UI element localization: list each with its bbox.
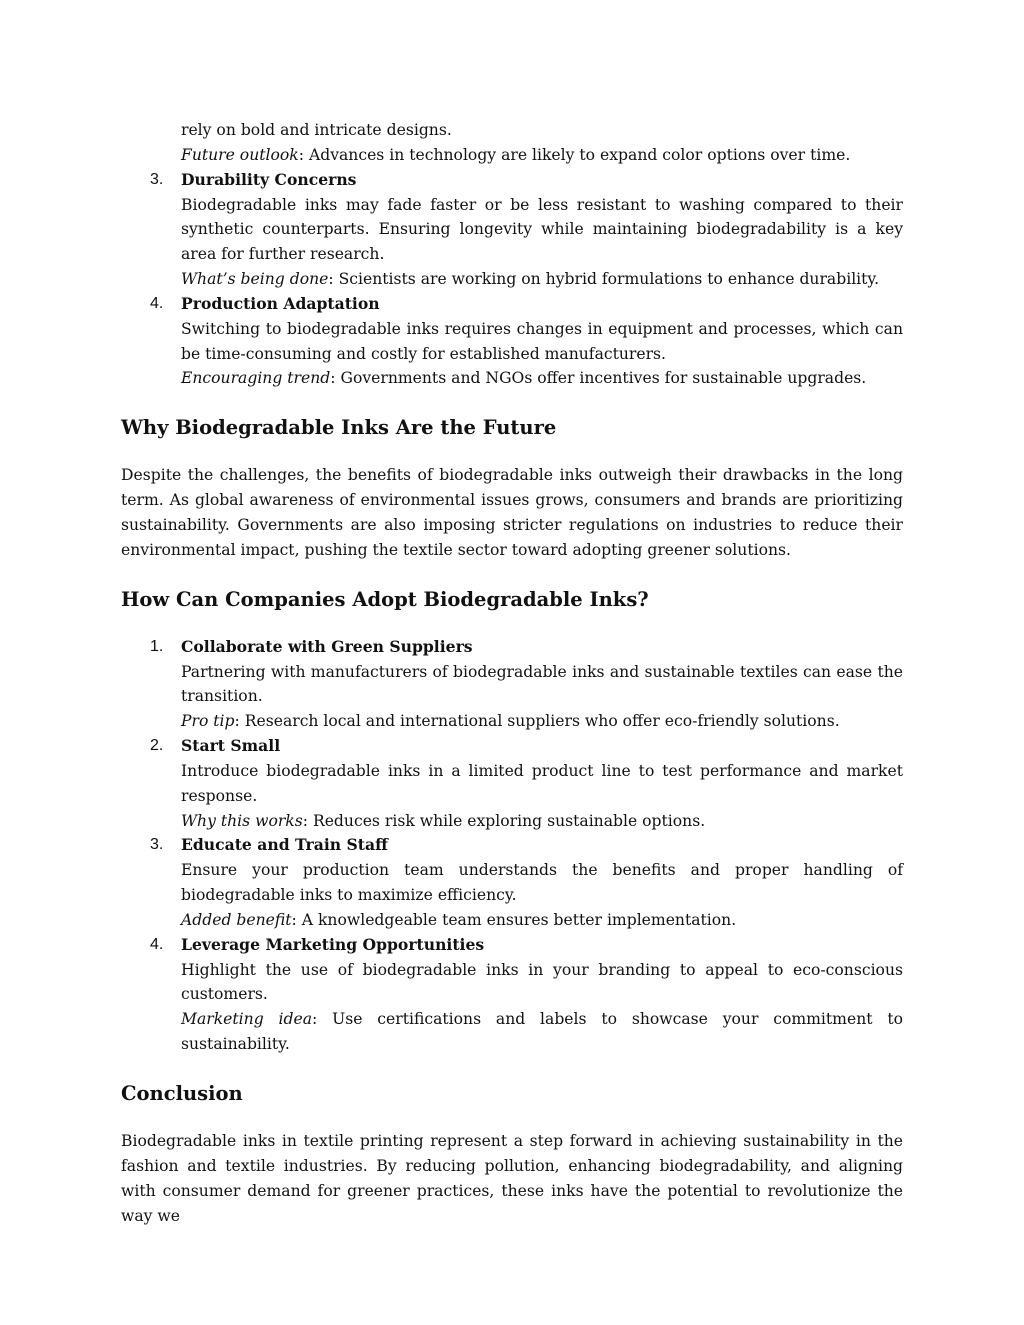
item-body: Highlight the use of biodegradable inks in your branding to appeal to eco-conscious customers. xyxy=(181,960,903,1004)
note-label: Marketing idea xyxy=(181,1010,312,1029)
list-item xyxy=(121,833,903,932)
note-text: : Governments and NGOs offer incentives for sustainable upgrades. xyxy=(330,369,867,388)
note-text: : Advances in technology are likely to expand color options over time. xyxy=(298,145,851,164)
item-note xyxy=(181,267,903,292)
note-label: Future outlook xyxy=(181,145,299,164)
list-number: 4. xyxy=(150,935,164,953)
note-text: : Use certifications and labels to showcase your commitment to sustainability. xyxy=(181,1010,903,1054)
note-text: : A knowledgeable team ensures better implementation. xyxy=(291,910,737,929)
list-number: 1. xyxy=(150,637,164,655)
item-body: Introduce biodegradable inks in a limited product line to test performance and market response. xyxy=(181,761,903,805)
note-label: Why this works xyxy=(181,811,303,830)
future-paragraph: Despite the challenges, the benefits of biodegradable inks outweigh their drawbacks in the long term. As global awareness of environmental issues grows, consumers and brands are prioritizing sustainability. Governments are also imposing stricter regulations on industries to reduce their environmental impact, pushing the textile sector toward adopting greener solutions. xyxy=(121,466,903,559)
list-item xyxy=(121,933,903,1057)
item-body: Biodegradable inks may fade faster or be less resistant to washing compared to their synthetic counterparts. Ensuring longevity while maintaining biodegradability is a key area for further research. xyxy=(181,195,903,264)
note-label: Pro tip xyxy=(181,712,235,731)
adopt-list xyxy=(121,635,903,1057)
note-label: Added benefit xyxy=(181,910,292,929)
challenges-list xyxy=(121,168,903,392)
item-title: Leverage Marketing Opportunities xyxy=(181,934,485,954)
conclusion-paragraph: Biodegradable inks in textile printing represent a step forward in achieving sustainability in the fashion and textile industries. By reducing pollution, enhancing biodegradability, and aligning with consumer demand for greener practices, these inks have the potential to revolutionize the way we xyxy=(121,1132,903,1225)
list-item xyxy=(121,635,903,734)
item-body: Ensure your production team understands the benefits and proper handling of biodegradable inks to maximize efficiency. xyxy=(181,861,903,905)
item-note xyxy=(181,908,903,933)
item-title: Educate and Train Staff xyxy=(181,835,388,855)
list-number: 2. xyxy=(150,737,164,755)
item-note xyxy=(181,366,903,391)
note-text: : Reduces risk while exploring sustainable options. xyxy=(302,811,706,830)
list-number: 3. xyxy=(150,836,164,854)
list-item xyxy=(121,168,903,292)
section-heading-conclusion: Conclusion xyxy=(121,1082,243,1105)
item-body: Switching to biodegradable inks requires changes in equipment and processes, which can be time-consuming and costly for established manufacturers. xyxy=(181,319,903,363)
continuation-line: rely on bold and intricate designs. xyxy=(181,121,452,139)
item-note xyxy=(181,809,903,834)
list-item xyxy=(121,292,903,391)
item-body: Partnering with manufacturers of biodegradable inks and sustainable textiles can ease the transition. xyxy=(181,662,903,706)
item-title: Start Small xyxy=(181,736,281,756)
item-note xyxy=(181,709,903,734)
item-title: Production Adaptation xyxy=(181,293,380,313)
list-number: 3. xyxy=(150,170,164,188)
item-title: Durability Concerns xyxy=(181,169,357,189)
document-page xyxy=(121,118,903,1228)
note-label: What’s being done xyxy=(181,270,329,289)
item-title: Collaborate with Green Suppliers xyxy=(181,636,473,656)
list-item-continuation xyxy=(121,118,903,168)
list-item xyxy=(121,734,903,833)
section-heading-future: Why Biodegradable Inks Are the Future xyxy=(121,416,557,440)
list-number: 4. xyxy=(150,294,164,312)
item-note xyxy=(181,143,903,168)
section-heading-adopt: How Can Companies Adopt Biodegradable Inks? xyxy=(121,587,649,611)
note-label: Encouraging trend xyxy=(181,369,331,388)
item-note xyxy=(181,1007,903,1057)
note-text: : Research local and international suppliers who offer eco-friendly solutions. xyxy=(234,712,840,731)
note-text: : Scientists are working on hybrid formulations to enhance durability. xyxy=(328,270,880,289)
